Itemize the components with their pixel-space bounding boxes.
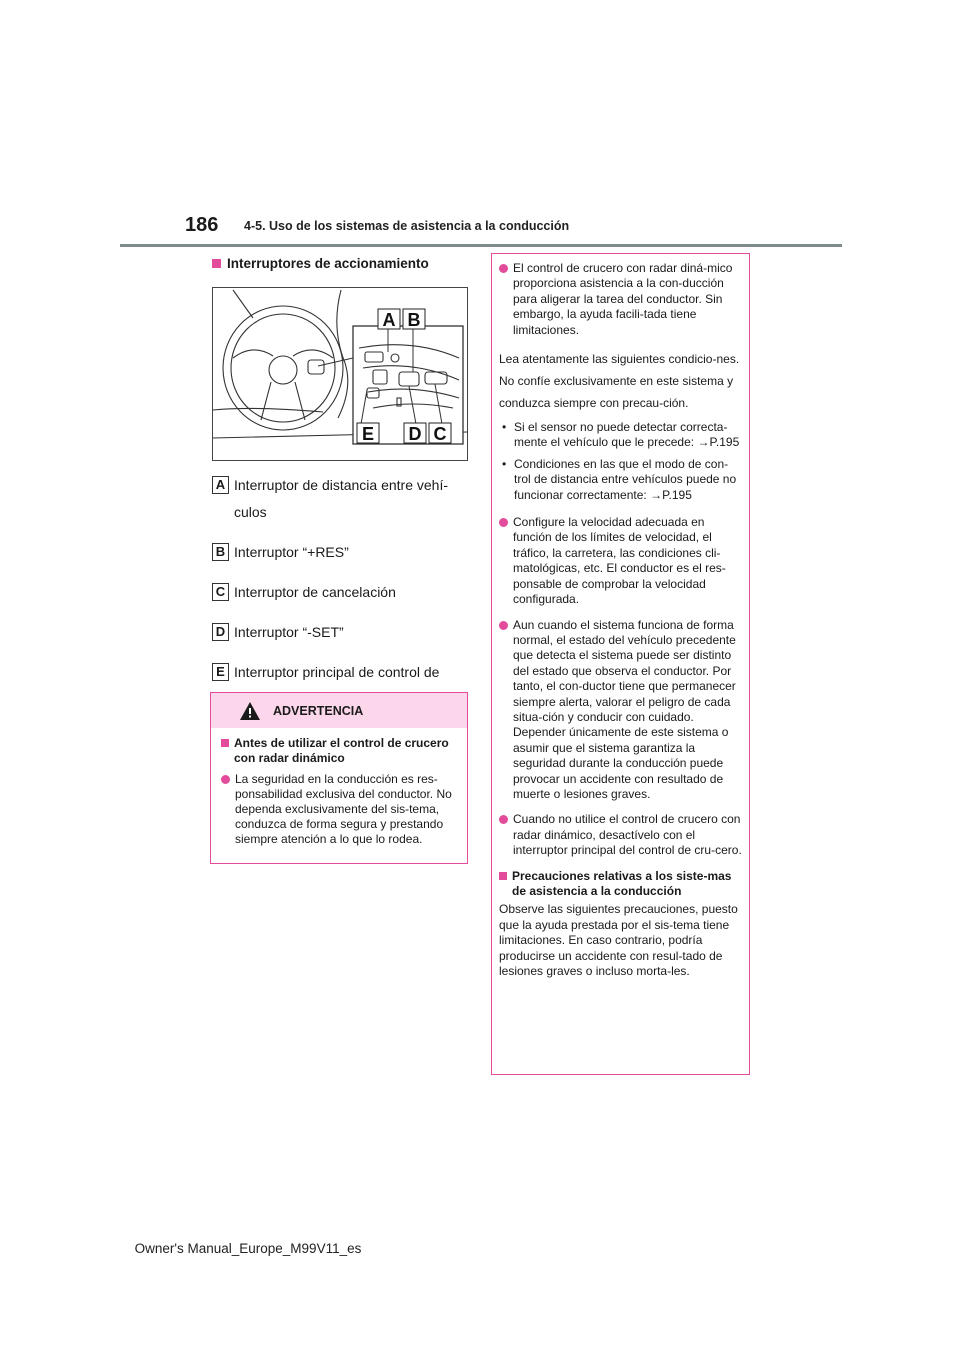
dot-bullet-icon xyxy=(499,264,508,273)
paragraph: Observe las siguientes precauciones, puesto que la ayuda prestada por el sis-tema tiene limitaciones. En caso contrario, podría producirse un accidente con resul-tado de lesiones graves o incluso morta-les. xyxy=(499,902,738,979)
warning-bullet-text: La seguridad en la conducción es res-ponsabilidad exclusiva del conductor. No dependa exclusivamente del sis-tema, conduzca de forma segura y prestando siempre atención a lo que lo rodea. xyxy=(235,772,452,846)
legend-letter: C xyxy=(212,583,229,601)
figure-label-d: D xyxy=(408,424,422,444)
subheading xyxy=(212,256,429,271)
legend-text: Interruptor “+RES” xyxy=(234,544,349,560)
legend-letter: D xyxy=(212,623,229,641)
page-number: 186 xyxy=(185,214,219,236)
square-bullet-icon xyxy=(499,872,507,880)
figure-label-e: E xyxy=(361,424,375,444)
dot-bullet-icon xyxy=(221,775,230,784)
bullet-item xyxy=(499,515,742,607)
figure-label-c: C xyxy=(433,424,447,444)
warning-heading-text: Antes de utilizar el control de crucero con radar dinámico xyxy=(234,736,449,765)
square-bullet-icon xyxy=(212,259,221,268)
switch-legend xyxy=(212,472,472,726)
square-bullet-icon xyxy=(221,739,229,747)
figure-label-a: A xyxy=(382,310,396,330)
header-divider xyxy=(120,244,842,247)
steering-wheel-drawing xyxy=(213,288,467,460)
warning-header xyxy=(211,693,467,728)
warning-body xyxy=(211,728,467,847)
legend-letter: A xyxy=(212,476,229,494)
warning-triangle-icon xyxy=(239,701,261,721)
bullet-item xyxy=(499,261,742,338)
legend-text: Interruptor “-SET” xyxy=(234,624,344,640)
steering-wheel-illustration xyxy=(212,287,468,461)
sub-bullet-item xyxy=(499,420,742,451)
sub-bullet-item xyxy=(499,457,742,503)
caution-heading-text: Precauciones relativas a los siste-mas de asistencia a la conducción xyxy=(512,868,732,898)
caution-heading xyxy=(499,869,742,900)
legend-item xyxy=(212,619,472,646)
bullet-text: Cuando no utilice el control de crucero con radar dinámico, desactívelo con el interruptor principal del control de cru-cero. xyxy=(513,812,742,858)
legend-letter: B xyxy=(212,543,229,561)
footer xyxy=(0,1241,960,1256)
sub-bullet-mark: • xyxy=(502,456,507,471)
legend-letter: E xyxy=(212,663,229,681)
legend-item xyxy=(212,472,472,526)
warning-box xyxy=(210,692,468,864)
warning-heading xyxy=(221,736,457,766)
legend-item xyxy=(212,579,472,606)
warning-title: ADVERTENCIA xyxy=(273,703,364,718)
bullet-text: Aun cuando el sistema funciona de forma normal, el estado del vehículo precedente que detecta el sistema puede ser distinto del estado que observa el conductor. Por tanto, el con-ductor tiene que permanecer siempre alerta, valorar el peligro de cada situa-ción y conducir con cuidado. Depender únicamente de este sistema o asumir que el sistema garantiza la seguridad durante la conducción puede provocar un accidente con resultado de muerte o lesiones graves. xyxy=(513,617,736,801)
sub-bullet-text: Condiciones en las que el modo de con-trol de distancia entre vehículos puede no funcionar correctamente: →P.195 xyxy=(514,456,737,502)
bullet-text: El control de crucero con radar diná-mico proporciona asistencia a la con-ducción para aligerar la tarea del conductor. Sin embargo, la ayuda facili-tada tiene limitaciones. xyxy=(513,261,733,337)
section-title: 4-5. Uso de los sistemas de asistencia a la conducción xyxy=(244,219,570,233)
dot-bullet-icon xyxy=(499,621,508,630)
legend-text: Interruptor de distancia entre vehí-culos xyxy=(234,477,449,520)
sub-bullet-mark: • xyxy=(502,420,507,435)
legend-item xyxy=(212,539,472,566)
paragraph: Lea atentamente las siguientes condicio-nes. No confíe exclusivamente en este sistema y conduzca siempre con precau-ción. xyxy=(499,352,740,411)
bullet-item xyxy=(499,812,742,858)
legend-text: Interruptor principal de control de xyxy=(234,664,440,680)
footer-text: Owner's Manual_Europe_M99V11_es xyxy=(134,1241,362,1256)
caution-box xyxy=(491,253,750,1075)
dot-bullet-icon xyxy=(499,518,508,527)
figure-label-b: B xyxy=(407,310,421,330)
bullet-item xyxy=(499,618,742,803)
warning-bullet xyxy=(221,772,457,847)
legend-text: Interruptor de cancelación xyxy=(234,584,396,600)
sub-bullet-text: Si el sensor no puede detectar correcta-mente el vehículo que le precede: →P.195 xyxy=(514,420,740,450)
subheading-text: Interruptores de accionamiento xyxy=(227,256,429,271)
bullet-text: Configure la velocidad adecuada en función de los límites de velocidad, el tráfico, la carretera, las condiciones cli-matológicas, etc. El conductor es el res-ponsable de comprobar la velocidad configurada. xyxy=(513,515,726,607)
dot-bullet-icon xyxy=(499,815,508,824)
